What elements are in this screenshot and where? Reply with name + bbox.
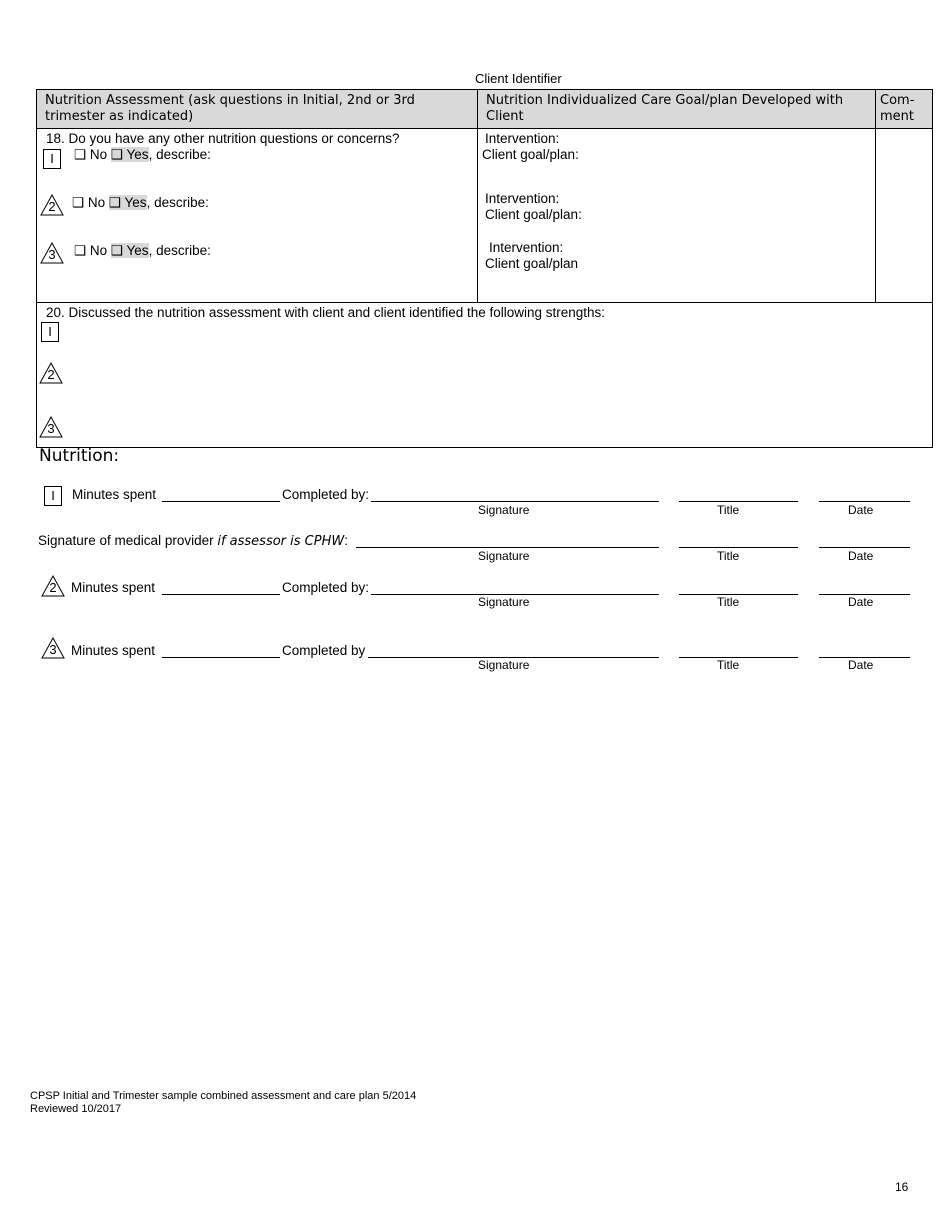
initial-box-icon: I [41,322,59,342]
date-field[interactable] [819,547,910,548]
initial-box-icon: I [43,149,61,169]
title-field[interactable] [679,501,798,502]
client-goal-label: Client goal/plan: [482,147,579,162]
minutes-spent-field[interactable] [162,657,280,658]
signature-caption: Signature [478,503,530,517]
signature-field[interactable] [371,501,659,502]
intervention-label: Intervention: [485,131,560,146]
client-identifier: Client Identifier [475,71,562,86]
minutes-spent-label: Minutes spent [72,487,157,502]
title-caption: Title [717,595,740,609]
minutes-spent-label: Minutes spent [71,643,156,658]
signature-caption: Signature [478,658,530,672]
triangle-3-icon: 3 [41,637,65,659]
footer-line-2: Reviewed 10/2017 [30,1103,122,1115]
triangle-2-icon: 2 [41,575,65,597]
signature-field[interactable] [356,547,659,548]
title-field[interactable] [679,547,798,548]
minutes-spent-field[interactable] [162,594,280,595]
triangle-2-icon: 2 [40,194,64,216]
date-caption: Date [848,595,874,609]
q20-question: 20. Discussed the nutrition assessment with client and client identified the following strengths: [46,305,606,320]
signature-caption: Signature [478,549,530,563]
q20-cell [37,303,933,448]
completed-by-label: Completed by [282,643,366,658]
footer [30,1090,416,1116]
intervention-label: Intervention: [485,191,560,206]
q18-question: 18. Do you have any other nutrition questions or concerns? [46,131,400,146]
nutrition-table [36,89,933,448]
client-goal-label: Client goal/plan: [485,207,582,222]
col-header-assessment: Nutrition Assessment (ask questions in Initial, 2nd or 3rd trimester as indicated) [37,90,478,129]
footer-line-1: CPSP Initial and Trimester sample combined assessment and care plan 5/2014 [30,1090,417,1102]
triangle-2-icon: 2 [39,362,63,384]
title-caption: Title [717,658,740,672]
medical-provider-label: Signature of medical provider if assessor is CPHW: [38,533,348,549]
client-goal-label: Client goal/plan [485,256,579,271]
date-caption: Date [848,658,874,672]
intervention-label: Intervention: [489,240,564,255]
minutes-spent-field[interactable] [162,501,280,502]
date-caption: Date [848,549,874,563]
q18-answer-2: ❑ No ❑ Yes, describe: [72,195,209,210]
checkbox-icon[interactable]: ❑ [74,243,87,258]
checkbox-icon[interactable]: ❑ [108,195,122,210]
title-caption: Title [717,503,740,517]
page-number: 16 [895,1180,909,1194]
q18-cell [37,129,478,303]
q18-answer-3: ❑ No ❑ Yes, describe: [74,243,211,258]
title-caption: Title [717,549,740,563]
triangle-3-icon: 3 [39,416,63,438]
completed-by-label: Completed by: [282,487,370,502]
q18-interventions-cell [478,129,876,303]
initial-box-icon: I [44,486,62,506]
signature-caption: Signature [478,595,530,609]
triangle-3-icon: 3 [40,242,64,264]
date-caption: Date [848,503,874,517]
checkbox-icon[interactable]: ❑ [72,195,85,210]
checkbox-icon[interactable]: ❑ [110,147,124,162]
nutrition-heading: Nutrition: [39,446,120,466]
q18-answer-1: ❑ No ❑ Yes, describe: [74,147,211,162]
completed-by-label: Completed by: [282,580,370,595]
col-header-care-goal: Nutrition Individualized Care Goal/plan Developed with Client [478,90,876,129]
date-field[interactable] [819,501,910,502]
q18-comment-cell[interactable] [876,129,933,303]
minutes-spent-label: Minutes spent [71,580,156,595]
col-header-comment: Com-ment [876,90,933,129]
checkbox-icon[interactable]: ❑ [110,243,124,258]
checkbox-icon[interactable]: ❑ [74,147,87,162]
